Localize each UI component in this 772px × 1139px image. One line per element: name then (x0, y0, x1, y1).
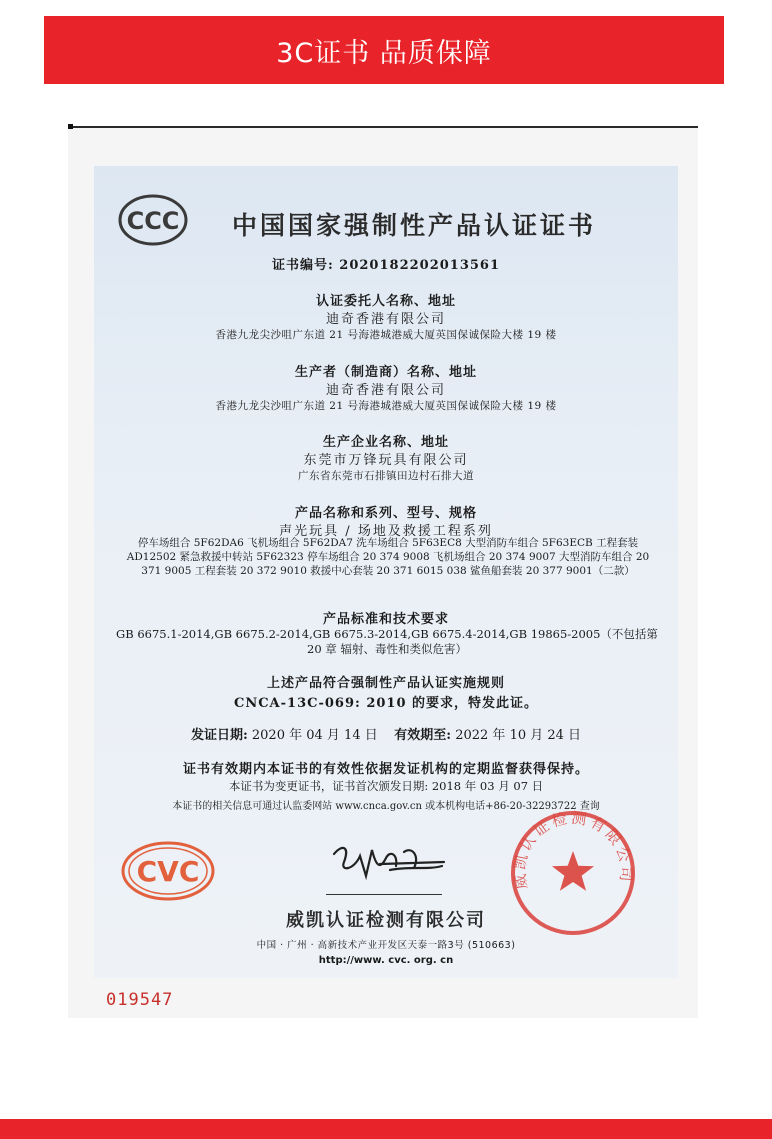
svg-text:CVC: CVC (136, 855, 200, 888)
product-label: 产品名称和系列、型号、规格 (294, 506, 477, 521)
issue-date: 2020 年 04 月 14 日 (251, 728, 378, 743)
issue-date-label: 发证日期: (190, 728, 248, 743)
product-name: 声光玩具 / 场地及救援工程系列 (279, 524, 493, 539)
cert-no-line (94, 254, 678, 273)
client-name: 迪奇香港有限公司 (325, 312, 446, 327)
certificate-title: 中国国家强制性产品认证证书 (232, 211, 597, 240)
svg-text:威凯认证检测有限公司: 威凯认证检测有限公司 (510, 808, 636, 891)
issuer-address: 中国 · 广州 · 高新技术产业开发区天泰一路3号 (510663) (256, 940, 516, 951)
dates-line (94, 724, 678, 743)
certificate-serial: 019547 (106, 990, 174, 1010)
manufacturer-address: 香港九龙尖沙咀广东道 21 号海港城港威大厦英国保诚保险大楼 19 楼 (215, 400, 557, 412)
bottom-bar (0, 1119, 772, 1139)
issuer-website: http://www. cvc. org. cn (318, 955, 454, 966)
cert-no: 2020182202013561 (339, 258, 501, 273)
rules-line-1: 上述产品符合强制性产品认证实施规则 (266, 676, 505, 691)
manufacturer-label: 生产者（制造商）名称、地址 (294, 365, 477, 380)
banner-title: 3C证书 品质保障 (276, 37, 492, 69)
official-seal-icon (508, 808, 638, 938)
rules-line-2: CNCA-13C-069: 2010 的要求，特发此证。 (233, 696, 539, 711)
issuer-name: 威凯认证检测有限公司 (286, 910, 486, 931)
scan-corner-mark (68, 124, 73, 129)
cert-no-label: 证书编号: (271, 258, 334, 273)
banner (44, 16, 724, 84)
signature-line (326, 894, 442, 895)
query-note: 本证书的相关信息可通过认监委网站 www.cnca.gov.cn 或本机构电话+86-20-32293722 查询 (172, 801, 600, 812)
client-label: 认证委托人名称、地址 (315, 294, 456, 309)
change-note: 本证书为变更证书，证书首次颁发日期: 2018 年 03 月 07 日 (228, 779, 544, 793)
factory-label: 生产企业名称、地址 (322, 435, 449, 450)
validity-note: 证书有效期内本证书的有效性依据发证机构的定期监督获得保持。 (182, 762, 589, 777)
ccc-logo-icon (118, 194, 188, 246)
client-address: 香港九龙尖沙咀广东道 21 号海港城港威大厦英国保诚保险大楼 19 楼 (215, 329, 557, 341)
manufacturer-name: 迪奇香港有限公司 (325, 383, 446, 398)
standards-label: 产品标准和技术要求 (322, 612, 449, 627)
factory-name: 东莞市万锋玩具有限公司 (303, 453, 469, 468)
cvc-logo-icon (120, 840, 216, 902)
svg-text:CCC: CCC (126, 207, 180, 235)
expiry-date-label: 有效期至: (394, 728, 452, 743)
factory-address: 广东省东莞市石排镇田边村石排大道 (298, 470, 474, 482)
product-models: 停车场组合 5F62DA6 飞机场组合 5F62DA7 洗车场组合 5F63EC8 大型消防车组合 5F63ECB 工程套装 AD12502 紧急救援中转站 5F62323 停车场组合 20 374 9008 飞机场组合 20 374 9007 大型消防车组合 20 371 9005 工程套装 20 372 9010 救援中心套装 20 371 6015 038 鲨鱼船套装 20 377 9001（二款） (126, 537, 650, 577)
expiry-date: 2022 年 10 月 24 日 (455, 728, 582, 743)
signature-icon (320, 836, 448, 886)
standards-text: GB 6675.1-2014,GB 6675.2-2014,GB 6675.3-2014,GB 6675.4-2014,GB 19865-2005（不包括第 20 章 辐射、毒性和类似危害） (116, 627, 658, 656)
